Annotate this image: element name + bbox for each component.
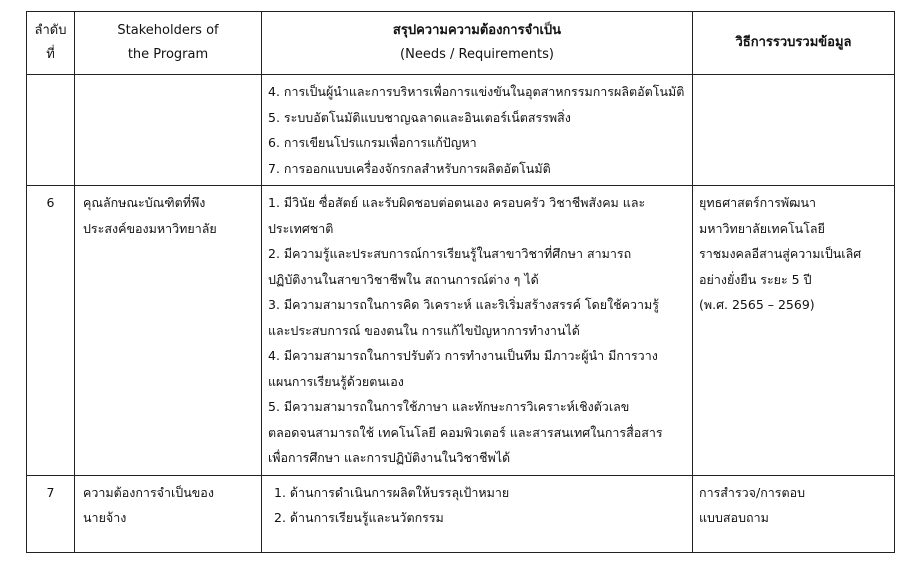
- row-number: 7: [46, 484, 55, 500]
- table-header-row: [27, 12, 895, 75]
- table-row: [27, 475, 895, 552]
- stakeholder-cell: [75, 75, 262, 186]
- row-number-cell: [27, 186, 75, 476]
- need-item: 3. มีความสามารถในการคิด วิเคราะห์ และริเริ่มสร้างสรรค์ โดยใช้ความรู้: [268, 297, 660, 312]
- need-item: 2. มีความรู้และประสบการณ์การเรียนรู้ในสาขาวิชาที่ศึกษา สามารถ: [268, 246, 632, 261]
- need-item: และประสบการณ์ ของตนใน การแก้ไขปัญหาการทำงานได้: [268, 322, 580, 338]
- table-row: [27, 186, 895, 476]
- needs-cell: [262, 75, 693, 186]
- header-no-line2: ที่: [46, 47, 55, 62]
- header-stakeholders-line2: the Program: [127, 47, 209, 62]
- row-number-cell: [27, 75, 75, 186]
- need-item: 5. มีความสามารถในการใช้ภาษา และทักษะการวิเคราะห์เชิงตัวเลข: [268, 399, 630, 414]
- header-stakeholders-line1: Stakeholders of: [117, 23, 219, 38]
- stakeholder-text: ประสงค์ของมหาวิทยาลัย: [83, 220, 217, 236]
- header-method: [693, 12, 895, 75]
- need-item: ตลอดจนสามารถใช้ เทคโนโลยี คอมพิวเตอร์ และสารสนเทศในการสื่อสาร: [268, 424, 663, 440]
- need-item: 5. ระบบอัตโนมัติแบบชาญฉลาดและอินเตอร์เน็ตสรรพสิ่ง: [268, 109, 571, 125]
- need-item: เพื่อการศึกษา และการปฏิบัติงานในวิชาชีพได้: [268, 450, 511, 465]
- row-number-cell: [27, 475, 75, 552]
- table-row: [27, 75, 895, 186]
- need-item: ประเทศชาติ: [268, 220, 334, 236]
- stakeholder-text: คุณลักษณะบัณฑิตที่พึง: [83, 195, 206, 210]
- method-text: การสำรวจ/การตอบ: [699, 484, 806, 500]
- header-stakeholders: [75, 12, 262, 75]
- method-text: อย่างยั่งยืน ระยะ 5 ปี: [699, 271, 812, 287]
- stakeholder-text: นายจ้าง: [83, 510, 127, 525]
- header-method-label: วิธีการรวบรวมข้อมูล: [735, 35, 852, 50]
- header-no: [27, 12, 75, 75]
- method-cell: [693, 75, 895, 186]
- stakeholder-text: ความต้องการจำเป็นของ: [83, 484, 214, 500]
- need-item: 6. การเขียนโปรแกรมเพื่อการแก้ปัญหา: [268, 135, 477, 150]
- stakeholder-cell: [75, 186, 262, 476]
- row-number: 6: [46, 195, 55, 210]
- header-no-line1: ลำดับ: [34, 23, 67, 38]
- need-item: 2. ด้านการเรียนรู้และนวัตกรรม: [274, 510, 444, 525]
- need-item: ปฏิบัติงานในสาขาวิชาชีพใน สถานการณ์ต่าง ๆ ได้: [268, 271, 539, 287]
- needs-cell: [262, 186, 693, 476]
- method-text: มหาวิทยาลัยเทคโนโลยี: [699, 220, 825, 236]
- method-cell: [693, 475, 895, 552]
- method-text: ราชมงคลอีสานสู่ความเป็นเลิศ: [699, 246, 862, 261]
- need-item: แผนการเรียนรู้ด้วยตนเอง: [268, 373, 404, 389]
- need-item: 1. ด้านการดำเนินการผลิตให้บรรลุเป้าหมาย: [274, 484, 510, 500]
- need-item: 4. มีความสามารถในการปรับตัว การทำงานเป็นทีม มีภาวะผู้นำ มีการวาง: [268, 348, 658, 363]
- header-needs-line1: สรุปความความต้องการจำเป็น: [392, 23, 562, 38]
- method-text: แบบสอบถาม: [699, 510, 769, 525]
- need-item: 1. มีวินัย ซื่อสัตย์ และรับผิดชอบต่อตนเอง ครอบครัว วิชาชีพสังคม และ: [268, 195, 646, 210]
- header-needs-line2: (Needs / Requirements): [400, 47, 554, 62]
- header-needs: [262, 12, 693, 75]
- needs-cell: [262, 475, 693, 552]
- need-item: 4. การเป็นผู้นำและการบริหารเพื่อการแข่งขันในอุตสาหกรรมการผลิตอัตโนมัติ: [268, 84, 685, 99]
- stakeholder-needs-table: [26, 11, 895, 553]
- need-item: 7. การออกแบบเครื่องจักรกลสำหรับการผลิตอัตโนมัติ: [268, 160, 551, 176]
- method-text: ยุทธศาสตร์การพัฒนา: [699, 195, 817, 210]
- method-cell: [693, 186, 895, 476]
- method-text: (พ.ศ. 2565 – 2569): [699, 297, 815, 312]
- stakeholder-cell: [75, 475, 262, 552]
